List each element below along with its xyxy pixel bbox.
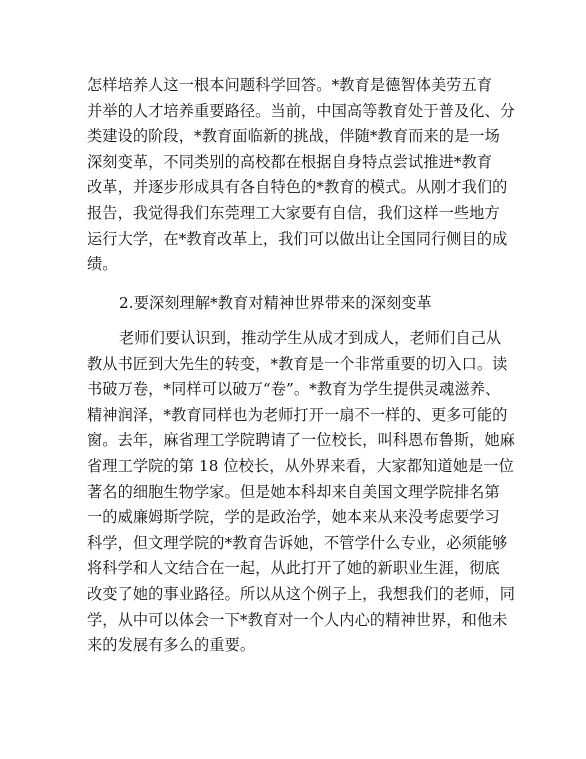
text-line: 书破万卷，*同样可以破万“卷”。*教育为学生提供灵魂滋养、	[87, 380, 501, 399]
text-line: 精神润泽，*教育同样也为老师打开一扇不一样的、更多可能的	[87, 405, 508, 424]
text-line: 学，从中可以体会一下*教育对一个人内心的精神世界，和他未	[87, 610, 508, 629]
text-line: 来的发展有多么的重要。	[87, 636, 256, 655]
text-line: 改革，并逐步形成具有各自特色的*教育的模式。从刚才我们的	[87, 178, 508, 197]
text-line: 省理工学院的第 18 位校长，从外界来看，大家都知道她是一位	[87, 456, 514, 475]
text-line: 报告，我觉得我们东莞理工大家要有自信，我们这样一些地方	[87, 203, 500, 222]
section-heading	[87, 291, 499, 317]
text-line: 将科学和人文结合在一起，从此打开了她的新职业生涯，彻底	[87, 559, 500, 578]
text-line: 运行大学，在*教育改革上，我们可以做出让全国同行侧目的成	[87, 229, 508, 248]
text-line: 改变了她的事业路径。所以从这个例子上，我想我们的老师，同	[87, 584, 516, 603]
text-line: 科学，但文理学院的*教育告诉她，不管学什么专业，必须能够	[87, 533, 508, 552]
text-line: 老师们要认识到，推动学生从成才到成人，老师们自己从	[119, 329, 502, 347]
text-line: 著名的细胞生物学家。但是她本科却来自美国文理学院排名第	[87, 482, 500, 501]
section-heading-text: 2.要深刻理解*教育对精神世界带来的深刻变革	[119, 294, 432, 312]
text-line: 一的威廉姆斯学院，学的是政治学，她本来从来没考虑要学习	[87, 508, 500, 527]
text-line: 窗。去年，麻省理工学院聘请了一位校长，叫科恩布鲁斯，她麻	[87, 431, 516, 450]
text-line: 并举的人才培养重要路径。当前，中国高等教育处于普及化、分	[87, 101, 516, 120]
text-line: 类建设的阶段，*教育面临新的挑战，伴随*教育而来的是一场	[87, 127, 500, 146]
text-line: 教从书匠到大先生的转变，*教育是一个非常重要的切入口。读	[87, 354, 508, 373]
body-paragraph-2	[87, 326, 516, 659]
text-line: 深刻变革，不同类别的高校都在根据自身特点尝试推进*教育	[87, 152, 493, 171]
text-line: 绩。	[87, 255, 118, 274]
body-paragraph-1	[87, 73, 516, 278]
text-line: 怎样培养人这一根本问题科学回答。*教育是德智体美劳五育	[87, 76, 493, 94]
